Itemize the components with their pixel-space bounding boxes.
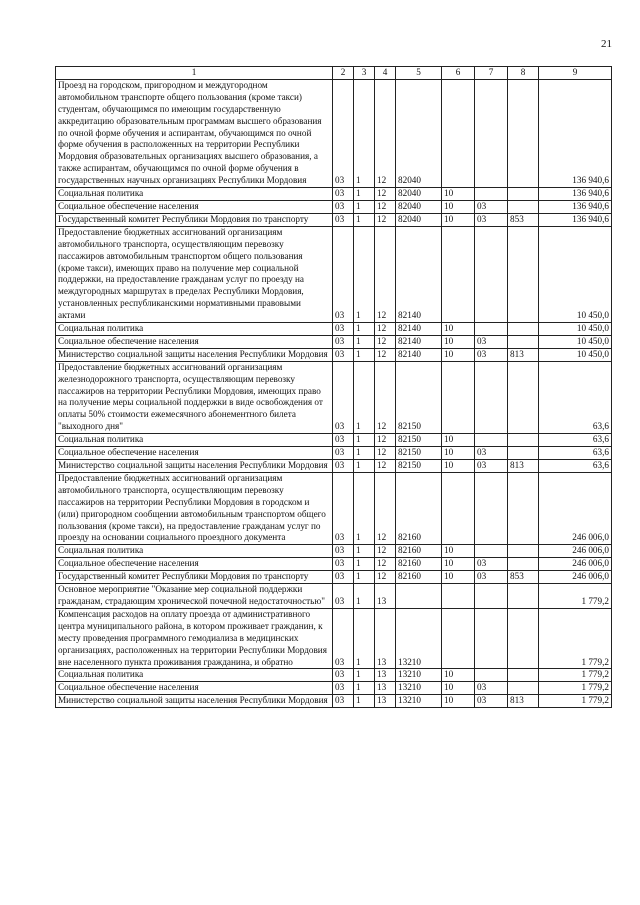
row-code-c2: 03 — [333, 188, 354, 201]
row-code-c8 — [508, 558, 539, 571]
row-code-c4: 12 — [375, 226, 396, 322]
row-amount: 1 779,2 — [539, 695, 612, 708]
row-amount: 136 940,6 — [539, 79, 612, 187]
row-amount: 1 779,2 — [539, 682, 612, 695]
table-row — [56, 682, 612, 695]
row-description: Социальное обеспечение населения — [56, 558, 333, 571]
row-code-c3: 1 — [354, 361, 375, 433]
row-code-c2: 03 — [333, 472, 354, 544]
row-description: Социальное обеспечение населения — [56, 682, 333, 695]
row-code-c8 — [508, 434, 539, 447]
row-code-c7: 03 — [475, 335, 508, 348]
row-code-c3: 1 — [354, 584, 375, 609]
row-code-c7 — [475, 608, 508, 669]
row-code-c3: 1 — [354, 472, 375, 544]
row-code-c8 — [508, 79, 539, 187]
row-code-c2: 03 — [333, 558, 354, 571]
row-code-c5: 82150 — [396, 361, 442, 433]
row-code-c6: 10 — [442, 188, 475, 201]
row-code-c8: 813 — [508, 348, 539, 361]
table-row — [56, 200, 612, 213]
row-code-c4: 12 — [375, 213, 396, 226]
row-description: Министерство социальной защиты населения Республики Мордовия — [56, 460, 333, 473]
row-description: Компенсация расходов на оплату проезда от административного центра муниципального района, в котором проживает гражданин, к месту проведения программного гемодиализа в медицинских организациях, расположенных на территории Республики Мордовия вне населенного пункта проживания гражданина, и обратно — [56, 608, 333, 669]
row-code-c8 — [508, 361, 539, 433]
row-amount: 136 940,6 — [539, 188, 612, 201]
table-row — [56, 669, 612, 682]
row-description: Основное мероприятие "Оказание мер социальной поддержки гражданам, страдающим хронической почечной недостаточностью" — [56, 584, 333, 609]
row-code-c7: 03 — [475, 460, 508, 473]
row-code-c3: 1 — [354, 323, 375, 336]
table-row — [56, 584, 612, 609]
row-code-c3: 1 — [354, 682, 375, 695]
row-code-c2: 03 — [333, 323, 354, 336]
row-amount: 1 779,2 — [539, 584, 612, 609]
row-code-c5: 82160 — [396, 545, 442, 558]
row-code-c7: 03 — [475, 682, 508, 695]
row-code-c4: 12 — [375, 447, 396, 460]
row-code-c6: 10 — [442, 348, 475, 361]
row-code-c3: 1 — [354, 669, 375, 682]
page-number: 21 — [601, 38, 612, 50]
row-code-c6: 10 — [442, 460, 475, 473]
row-code-c7 — [475, 434, 508, 447]
row-code-c5: 13210 — [396, 608, 442, 669]
row-code-c2: 03 — [333, 213, 354, 226]
row-code-c7: 03 — [475, 695, 508, 708]
row-code-c4: 13 — [375, 608, 396, 669]
row-code-c6 — [442, 472, 475, 544]
row-code-c6: 10 — [442, 213, 475, 226]
row-code-c4: 13 — [375, 682, 396, 695]
row-code-c8 — [508, 323, 539, 336]
table-row — [56, 361, 612, 433]
row-code-c4: 12 — [375, 323, 396, 336]
row-code-c5: 13210 — [396, 682, 442, 695]
row-code-c2: 03 — [333, 571, 354, 584]
row-code-c8 — [508, 200, 539, 213]
row-code-c7 — [475, 79, 508, 187]
row-code-c5: 82140 — [396, 348, 442, 361]
column-header-3: 3 — [354, 67, 375, 80]
row-code-c5: 82150 — [396, 460, 442, 473]
row-description: Социальная политика — [56, 188, 333, 201]
row-amount: 63,6 — [539, 460, 612, 473]
row-code-c4: 12 — [375, 460, 396, 473]
row-code-c7 — [475, 226, 508, 322]
row-code-c6: 10 — [442, 682, 475, 695]
row-code-c8 — [508, 545, 539, 558]
row-description: Министерство социальной защиты населения Республики Мордовия — [56, 695, 333, 708]
row-code-c3: 1 — [354, 200, 375, 213]
row-description: Социальная политика — [56, 545, 333, 558]
row-code-c4: 12 — [375, 434, 396, 447]
column-header-8: 8 — [508, 67, 539, 80]
row-description: Проезд на городском, пригородном и междугородном автомобильном транспорте общего пользования (кроме такси) студентам, обучающимся по имеющим государственную аккредитацию образовательным программам высшего образования по очной форме обучения и аспирантам, обучающимся по очной форме обучения в расположенных на территории Республики Мордовия образовательных организациях высшего образования, а также аспирантам, обучающимся по очной форме обучения в государственных научных организациях Республики Мордовия — [56, 79, 333, 187]
row-code-c7: 03 — [475, 213, 508, 226]
row-code-c3: 1 — [354, 226, 375, 322]
row-code-c8: 813 — [508, 695, 539, 708]
row-code-c7 — [475, 361, 508, 433]
row-code-c4: 12 — [375, 348, 396, 361]
row-code-c2: 03 — [333, 434, 354, 447]
table-row — [56, 213, 612, 226]
row-description: Предоставление бюджетных ассигнований организациям автомобильного транспорта, осуществляющим перевозку пассажиров на территории Республики Мордовия в городском и (или) пригородном сообщении автомобильным транспортом общего пользования (кроме такси), на предоставление гражданам услуг по проезду на основании социального проездного документа — [56, 472, 333, 544]
row-code-c3: 1 — [354, 213, 375, 226]
row-code-c6: 10 — [442, 434, 475, 447]
row-description: Государственный комитет Республики Мордовия по транспорту — [56, 213, 333, 226]
row-code-c3: 1 — [354, 348, 375, 361]
row-amount: 246 006,0 — [539, 558, 612, 571]
row-amount: 10 450,0 — [539, 226, 612, 322]
column-header-7: 7 — [475, 67, 508, 80]
row-code-c2: 03 — [333, 682, 354, 695]
table-row — [56, 460, 612, 473]
row-code-c7: 03 — [475, 447, 508, 460]
row-code-c3: 1 — [354, 460, 375, 473]
row-code-c8: 853 — [508, 213, 539, 226]
row-description: Предоставление бюджетных ассигнований организациям автомобильного транспорта, осуществляющим перевозку пассажиров автомобильным транспортом общего пользования (кроме такси), имеющих право на получение мер социальной поддержки, на предоставление гражданам услуг по проезду на междугородных маршрутах в пределах Республики Мордовия, установленных республиканскими нормативными правовыми актами — [56, 226, 333, 322]
column-header-4: 4 — [375, 67, 396, 80]
table-row — [56, 608, 612, 669]
row-code-c6 — [442, 226, 475, 322]
row-code-c8 — [508, 682, 539, 695]
row-code-c5: 82160 — [396, 472, 442, 544]
row-code-c7: 03 — [475, 571, 508, 584]
row-amount: 63,6 — [539, 447, 612, 460]
table-row — [56, 571, 612, 584]
row-code-c2: 03 — [333, 545, 354, 558]
row-code-c8 — [508, 335, 539, 348]
row-code-c4: 13 — [375, 584, 396, 609]
row-code-c4: 12 — [375, 79, 396, 187]
row-amount: 10 450,0 — [539, 323, 612, 336]
table-row — [56, 226, 612, 322]
table-row — [56, 695, 612, 708]
row-code-c6: 10 — [442, 447, 475, 460]
table-body — [56, 79, 612, 707]
table-row — [56, 79, 612, 187]
table-row — [56, 447, 612, 460]
row-code-c2: 03 — [333, 695, 354, 708]
row-description: Государственный комитет Республики Мордовия по транспорту — [56, 571, 333, 584]
row-code-c5: 82160 — [396, 571, 442, 584]
row-amount: 136 940,6 — [539, 200, 612, 213]
row-description: Социальное обеспечение населения — [56, 447, 333, 460]
row-code-c6 — [442, 79, 475, 187]
row-code-c5: 82150 — [396, 434, 442, 447]
row-code-c3: 1 — [354, 571, 375, 584]
row-code-c3: 1 — [354, 545, 375, 558]
row-amount: 246 006,0 — [539, 472, 612, 544]
row-description: Социальная политика — [56, 434, 333, 447]
row-code-c5: 82040 — [396, 79, 442, 187]
row-code-c4: 12 — [375, 472, 396, 544]
row-code-c2: 03 — [333, 447, 354, 460]
row-code-c6: 10 — [442, 558, 475, 571]
row-code-c6 — [442, 584, 475, 609]
row-code-c5: 13210 — [396, 695, 442, 708]
row-code-c8 — [508, 188, 539, 201]
row-code-c6 — [442, 608, 475, 669]
row-code-c2: 03 — [333, 226, 354, 322]
budget-table — [55, 66, 612, 708]
row-code-c4: 12 — [375, 200, 396, 213]
row-amount: 1 779,2 — [539, 608, 612, 669]
row-code-c7 — [475, 472, 508, 544]
row-code-c6: 10 — [442, 323, 475, 336]
row-code-c2: 03 — [333, 335, 354, 348]
row-code-c7: 03 — [475, 200, 508, 213]
row-code-c5: 82140 — [396, 323, 442, 336]
row-code-c5: 82140 — [396, 335, 442, 348]
row-code-c2: 03 — [333, 348, 354, 361]
row-code-c3: 1 — [354, 558, 375, 571]
row-code-c3: 1 — [354, 695, 375, 708]
row-code-c7: 03 — [475, 558, 508, 571]
row-code-c7 — [475, 545, 508, 558]
table-row — [56, 472, 612, 544]
row-code-c5: 82150 — [396, 447, 442, 460]
row-code-c5 — [396, 584, 442, 609]
column-header-5: 5 — [396, 67, 442, 80]
row-code-c6: 10 — [442, 545, 475, 558]
row-code-c6: 10 — [442, 200, 475, 213]
row-code-c8 — [508, 472, 539, 544]
row-code-c3: 1 — [354, 335, 375, 348]
column-header-1: 1 — [56, 67, 333, 80]
row-code-c6 — [442, 361, 475, 433]
row-amount: 1 779,2 — [539, 669, 612, 682]
row-code-c5: 82160 — [396, 558, 442, 571]
row-amount: 63,6 — [539, 434, 612, 447]
row-description: Предоставление бюджетных ассигнований организациям железнодорожного транспорта, осуществляющим перевозку пассажиров на территории Республики Мордовия, имеющих право на получение меры социальной поддержки в виде освобождения от оплаты 50% стоимости ежемесячного абонементного билета "выходного дня" — [56, 361, 333, 433]
row-code-c4: 12 — [375, 188, 396, 201]
row-code-c2: 03 — [333, 361, 354, 433]
row-code-c6: 10 — [442, 571, 475, 584]
row-description: Социальная политика — [56, 669, 333, 682]
column-header-9: 9 — [539, 67, 612, 80]
row-code-c7 — [475, 584, 508, 609]
row-code-c8: 853 — [508, 571, 539, 584]
row-amount: 246 006,0 — [539, 571, 612, 584]
row-code-c2: 03 — [333, 200, 354, 213]
column-header-6: 6 — [442, 67, 475, 80]
row-code-c8 — [508, 447, 539, 460]
row-code-c5: 82040 — [396, 200, 442, 213]
row-code-c5: 82140 — [396, 226, 442, 322]
row-code-c2: 03 — [333, 584, 354, 609]
row-description: Министерство социальной защиты населения Республики Мордовия — [56, 348, 333, 361]
row-code-c4: 12 — [375, 361, 396, 433]
table-row — [56, 335, 612, 348]
row-code-c4: 12 — [375, 571, 396, 584]
row-description: Социальная политика — [56, 323, 333, 336]
row-code-c3: 1 — [354, 434, 375, 447]
row-amount: 63,6 — [539, 361, 612, 433]
row-code-c4: 13 — [375, 669, 396, 682]
table-row — [56, 545, 612, 558]
row-code-c2: 03 — [333, 608, 354, 669]
row-code-c8 — [508, 669, 539, 682]
row-code-c4: 12 — [375, 558, 396, 571]
row-code-c4: 12 — [375, 545, 396, 558]
row-description: Социальное обеспечение населения — [56, 200, 333, 213]
row-code-c3: 1 — [354, 608, 375, 669]
row-code-c7: 03 — [475, 348, 508, 361]
table-row — [56, 434, 612, 447]
row-code-c3: 1 — [354, 188, 375, 201]
row-amount: 136 940,6 — [539, 213, 612, 226]
table-row — [56, 188, 612, 201]
row-code-c4: 12 — [375, 335, 396, 348]
row-code-c6: 10 — [442, 669, 475, 682]
row-code-c3: 1 — [354, 447, 375, 460]
row-code-c3: 1 — [354, 79, 375, 187]
row-code-c6: 10 — [442, 695, 475, 708]
row-code-c5: 82040 — [396, 213, 442, 226]
table-row — [56, 348, 612, 361]
row-code-c5: 82040 — [396, 188, 442, 201]
row-description: Социальное обеспечение населения — [56, 335, 333, 348]
table-row — [56, 558, 612, 571]
row-code-c4: 13 — [375, 695, 396, 708]
row-amount: 10 450,0 — [539, 335, 612, 348]
column-header-2: 2 — [333, 67, 354, 80]
row-code-c8 — [508, 608, 539, 669]
row-code-c6: 10 — [442, 335, 475, 348]
row-code-c8: 813 — [508, 460, 539, 473]
row-code-c5: 13210 — [396, 669, 442, 682]
row-amount: 246 006,0 — [539, 545, 612, 558]
table-row — [56, 323, 612, 336]
row-code-c7 — [475, 323, 508, 336]
row-code-c8 — [508, 584, 539, 609]
row-code-c2: 03 — [333, 79, 354, 187]
row-code-c7 — [475, 188, 508, 201]
row-code-c8 — [508, 226, 539, 322]
row-amount: 10 450,0 — [539, 348, 612, 361]
row-code-c2: 03 — [333, 460, 354, 473]
row-code-c2: 03 — [333, 669, 354, 682]
table-header — [56, 67, 612, 80]
row-code-c7 — [475, 669, 508, 682]
